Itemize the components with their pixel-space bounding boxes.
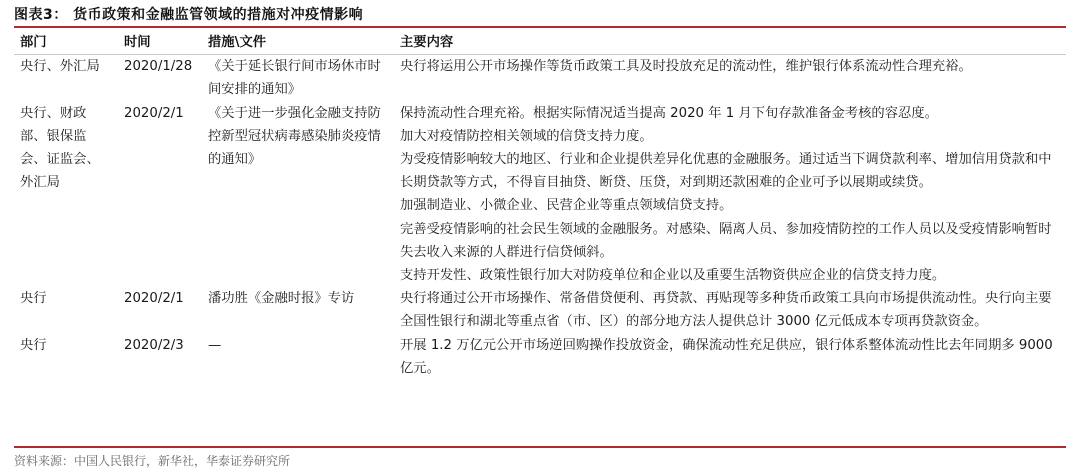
date-cell: 2020/2/1 xyxy=(124,105,184,121)
doc-cell: 潘功胜《金融时报》专访 xyxy=(208,291,355,307)
content-cell xyxy=(394,55,1066,102)
content-line: 开展 1.2 万亿元公开市场逆回购操作投放资金，确保流动性充足供应，银行体系整体流动性比去年同期多 9000 亿元。 xyxy=(400,337,1053,376)
doc-cell: 《关于延长银行间市场休市时间安排的通知》 xyxy=(208,59,381,98)
doc-cell: 《关于进一步强化金融支持防控新型冠状病毒感染肺炎疫情的通知》 xyxy=(208,105,381,168)
content-line: 支持开发性、政策性银行加大对防疫单位和企业以及重要生活物资供应企业的信贷支持力度。 xyxy=(400,268,946,284)
content-cell xyxy=(394,287,1066,333)
doc-cell: — xyxy=(208,337,222,353)
content-line: 央行将运用公开市场操作等货币政策工具及时投放充足的流动性，维护银行体系流动性合理充裕。 xyxy=(400,59,972,75)
content-line: 保持流动性合理充裕。根据实际情况适当提高 2020 年 1 月下旬存款准备金考核的容忍度。 xyxy=(400,105,938,121)
table-row xyxy=(14,102,1066,288)
dept-cell: 央行、外汇局 xyxy=(20,59,100,75)
top-rule xyxy=(14,26,1066,28)
bottom-rule xyxy=(14,446,1066,448)
content-cell xyxy=(394,334,1066,380)
table-header-row xyxy=(14,31,1066,55)
dept-cell: 央行、财政部、银保监会、证监会、外汇局 xyxy=(20,105,100,191)
content-line: 完善受疫情影响的社会民生领域的金融服务。对感染、隔离人员、参加疫情防控的工作人员以及受疫情影响暂时失去收入来源的人群进行信贷倾斜。 xyxy=(400,221,1052,260)
header-dept: 部门 xyxy=(14,31,118,55)
figure-title: 图表3： 货币政策和金融监管领域的措施对冲疫情影响 xyxy=(14,7,364,23)
dept-cell: 央行 xyxy=(20,291,47,307)
table-row xyxy=(14,55,1066,102)
date-cell: 2020/1/28 xyxy=(124,59,193,75)
content-cell xyxy=(394,102,1066,288)
header-content: 主要内容 xyxy=(394,31,1066,55)
source-note: 资料来源：中国人民银行，新华社，华泰证券研究所 xyxy=(14,454,291,468)
table-row xyxy=(14,334,1066,380)
date-cell: 2020/2/3 xyxy=(124,337,184,353)
header-doc: 措施\文件 xyxy=(202,31,394,55)
dept-cell: 央行 xyxy=(20,337,47,353)
content-line: 为受疫情影响较大的地区、行业和企业提供差异化优惠的金融服务。通过适当下调贷款利率、增加信用贷款和中长期贷款等方式，不得盲目抽贷、断贷、压贷，对到期还款困难的企业可予以展期或续贷。 xyxy=(400,152,1052,191)
content-line: 央行将通过公开市场操作、常备借贷便利、再贷款、再贴现等多种货币政策工具向市场提供流动性。央行向主要全国性银行和湖北等重点省（市、区）的部分地方法人提供总计 3000 亿元低成本专项再贷款资金。 xyxy=(400,291,1052,330)
header-date: 时间 xyxy=(118,31,202,55)
policy-table xyxy=(14,31,1066,380)
table-row xyxy=(14,287,1066,333)
content-line: 加强制造业、小微企业、民营企业等重点领域信贷支持。 xyxy=(400,198,733,214)
date-cell: 2020/2/1 xyxy=(124,291,184,307)
content-line: 加大对疫情防控相关领域的信贷支持力度。 xyxy=(400,128,653,144)
